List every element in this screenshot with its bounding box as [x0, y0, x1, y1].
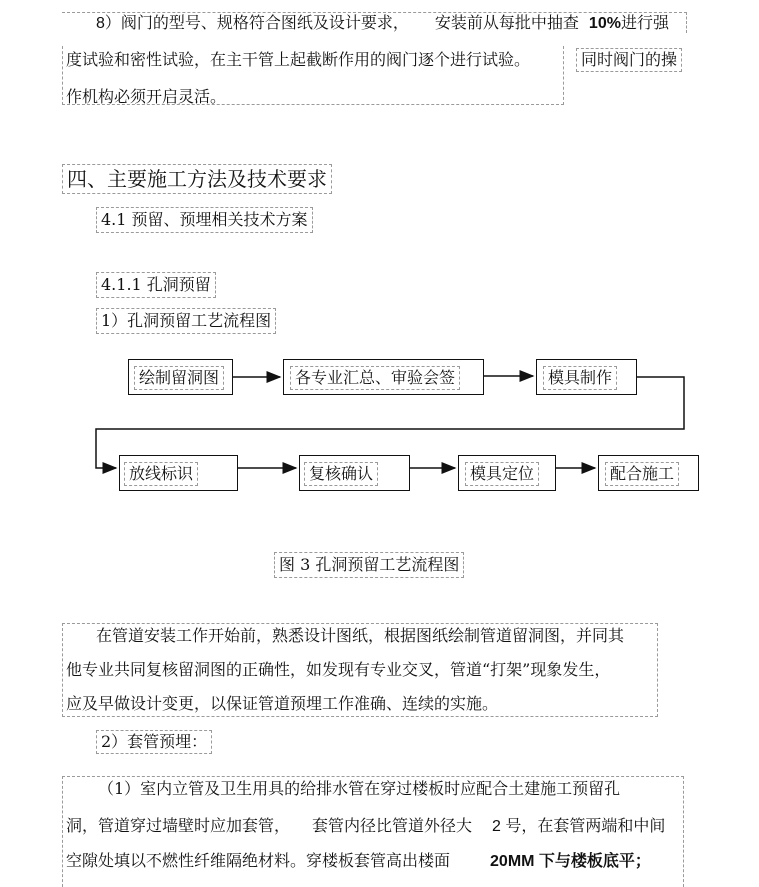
paragraph-8-line2: 度试验和密性试验，在主干管上起截断作用的阀门逐个进行试验。	[66, 50, 531, 69]
paragraph-prep-line1: 在管道安装工作开始前，熟悉设计图纸，根据图纸绘制管道留洞图，并同其	[96, 626, 625, 645]
flow-step-layout-marking	[119, 455, 238, 491]
item-2-title: 2）套管预埋：	[96, 730, 212, 754]
flow-step-draw-hole-plan	[128, 359, 233, 395]
paragraph-8-line2-tail: 同时阀门的操	[576, 48, 682, 72]
flow-step-cooperate-construction	[598, 455, 699, 491]
paragraph-8-line1: 8）阀门的型号、规格符合图纸及设计要求， 安装前从每批中抽查 10%进行强	[96, 13, 669, 32]
subsection-4-1: 4.1 预留、预埋相关技术方案	[96, 207, 313, 233]
section-heading: 四、主要施工方法及技术要求	[62, 164, 332, 194]
figure-caption: 图 3 孔洞预留工艺流程图	[274, 552, 464, 578]
item-1-title: 1）孔洞预留工艺流程图	[96, 308, 276, 334]
flow-step-label: 模具定位	[465, 462, 539, 486]
flow-step-summary-review	[283, 359, 484, 395]
flow-step-mold-making	[536, 359, 637, 395]
flow-step-label: 配合施工	[605, 462, 679, 486]
flow-step-recheck	[299, 455, 410, 491]
paragraph-sleeve-line3: 空隙处填以不燃性纤维隔绝材料。穿楼板套管高出楼面 20MM 下与楼板底平；	[66, 851, 651, 870]
paragraph-sleeve-line1: （1）室内立管及卫生用具的给排水管在穿过楼板时应配合土建施工预留孔	[98, 779, 621, 798]
flow-step-mold-positioning	[458, 455, 556, 491]
flow-step-label: 放线标识	[124, 462, 198, 486]
flow-step-label: 模具制作	[543, 366, 617, 390]
flow-step-label: 复核确认	[304, 462, 378, 486]
paragraph-prep-line2: 他专业共同复核留洞图的正确性，如发现有专业交叉，管道“打架”现象发生，	[66, 660, 611, 679]
paragraph-8-line3: 作机构必须开启灵活。	[66, 87, 227, 106]
paragraph-sleeve-line2: 洞，管道穿过墙壁时应加套管， 套管内径比管道外径大 2 号，在套管两端和中间	[66, 816, 666, 835]
paragraph-prep-line3: 应及早做设计变更，以保证管道预埋工作准确、连续的实施。	[66, 694, 499, 713]
flow-step-label: 各专业汇总、审验会签	[290, 366, 460, 390]
flow-step-label: 绘制留洞图	[134, 366, 224, 390]
subsection-4-1-1: 4.1.1 孔洞预留	[96, 272, 216, 298]
